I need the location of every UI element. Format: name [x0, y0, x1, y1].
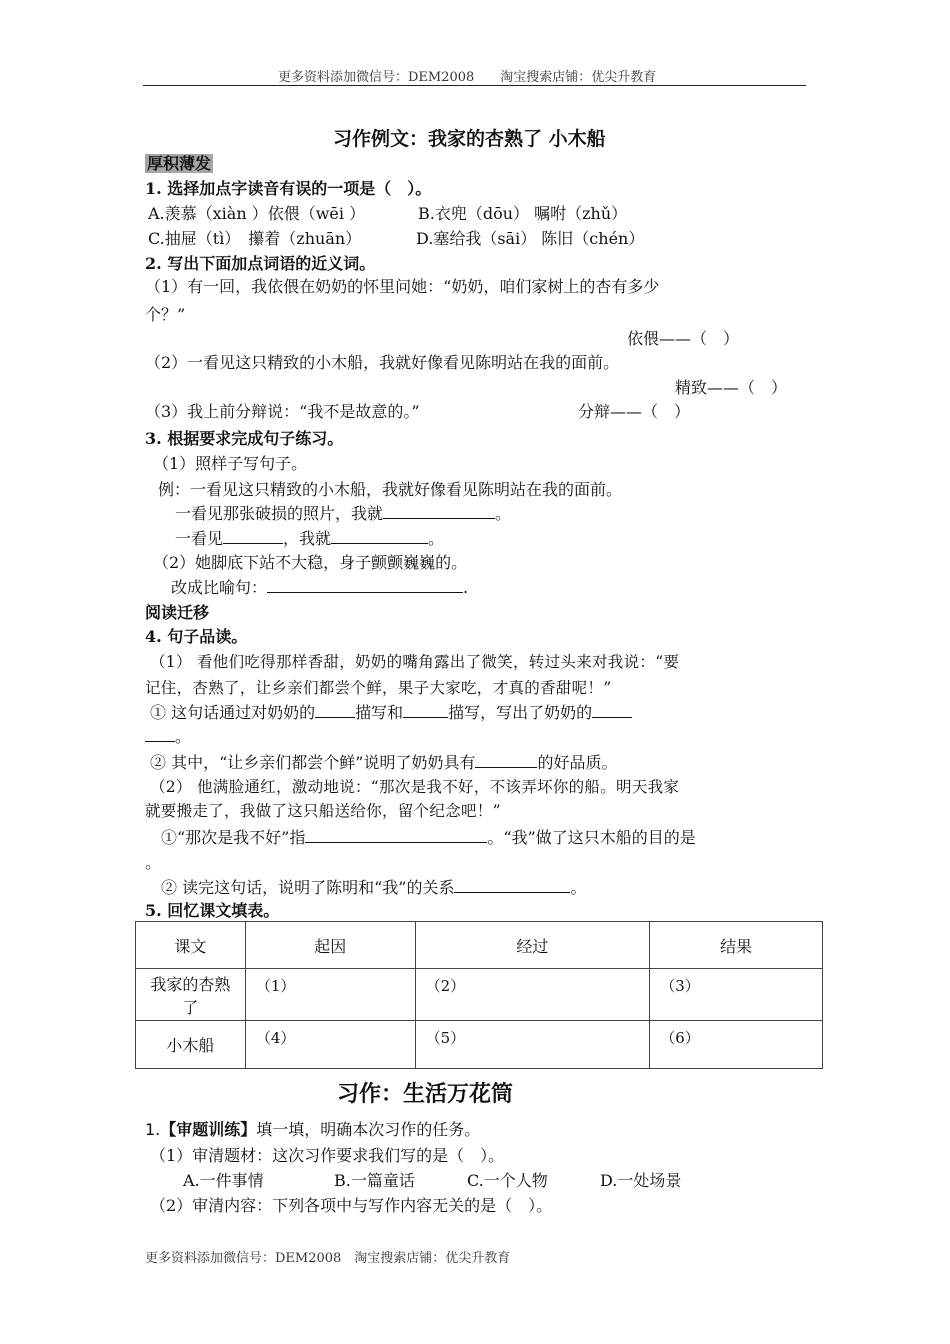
- answer-blank[interactable]: [454, 878, 570, 893]
- answer-blank[interactable]: [592, 703, 632, 718]
- question-2-sentence-1a: （1）有一回，我依偎在奶奶的怀里问她：“奶奶，咱们家树上的杏有多少: [145, 277, 660, 296]
- question-3-metaphor-line: 改成比喻句： .: [171, 578, 469, 597]
- writing-option-a: A.一件事情: [183, 1171, 264, 1190]
- question-2-sentence-2: （2）一看见这只精致的小木船，我就好像看见陈明站在我的面前。: [145, 353, 620, 372]
- writing-option-d: D.一处场景: [600, 1171, 682, 1190]
- question-3-line-2: 一看见 ，我就 。: [175, 529, 445, 548]
- section-heading-2: 阅读迁移: [145, 603, 210, 622]
- question-1-option-c: C.抽屉（tì） 攥着（zhuān）: [148, 229, 362, 248]
- writing-option-b: B.一篇童话: [334, 1171, 415, 1190]
- writing-line-2: （1）审清题材：这次习作要求我们写的是（ ）。: [150, 1146, 505, 1165]
- question-4-stem: 4. 句子品读。: [145, 627, 248, 646]
- question-1-option-a: A.羡慕（xiàn ）依偎（wēi ）: [148, 204, 366, 223]
- answer-blank[interactable]: [223, 529, 283, 544]
- table-cell-answer[interactable]: （5）: [415, 1021, 650, 1069]
- table-header-row: [136, 922, 823, 969]
- question-4-reading-1a: （1） 看他们吃得那样香甜，奶奶的嘴角露出了微笑，转过头来对我说：“要: [150, 653, 680, 671]
- question-4-reading-2a: （2） 他满脸通红，激动地说：“那次是我不好，不该弄坏你的船。明天我家: [150, 778, 680, 796]
- table-row: [136, 1021, 823, 1069]
- table-row: [136, 969, 823, 1021]
- writing-title: 习作：生活万花筒: [337, 1081, 514, 1107]
- section-heading-1: 厚积薄发: [147, 154, 212, 173]
- answer-blank[interactable]: [145, 727, 175, 742]
- question-2-stem: 2. 写出下面加点词语的近义词。: [145, 254, 376, 273]
- table-cell-answer[interactable]: （3）: [650, 969, 823, 1021]
- question-4-reading-1b: 记住，杏熟了，让乡亲们都尝个鲜，果子大家吃，才真的香甜呢！”: [145, 679, 612, 697]
- answer-blank[interactable]: [331, 529, 428, 544]
- answer-blank[interactable]: [315, 703, 355, 718]
- table-cell-answer[interactable]: （1）: [245, 969, 415, 1021]
- question-1-option-b: B.衣兜（dōu） 嘱咐（zhǔ）: [418, 204, 628, 223]
- answer-blank[interactable]: [475, 753, 537, 768]
- table-header-cell: 结果: [650, 922, 823, 969]
- question-3-stem: 3. 根据要求完成句子练习。: [145, 429, 344, 448]
- question-2-answer-1: 依偎——（ ）: [627, 329, 740, 348]
- question-4-item-1-cont: 。: [145, 724, 191, 747]
- table-cell-lesson: 我家的杏熟了: [136, 969, 246, 1021]
- writing-option-c: C.一个人物: [467, 1171, 548, 1190]
- question-3-part-2: （2）她脚底下站不大稳，身子颤颤巍巍的。: [153, 553, 468, 572]
- question-4-item-1: ① 这句话通过对奶奶的 描写和 描写，写出了奶奶的: [150, 700, 632, 723]
- table-header-cell: 课文: [136, 922, 246, 969]
- header-rule: [143, 85, 806, 86]
- question-2-sentence-1b: 个？”: [145, 305, 186, 324]
- table-cell-answer[interactable]: （4）: [245, 1021, 415, 1069]
- question-4-item-3-cont: 。: [145, 853, 162, 872]
- question-2-sentence-3: （3）我上前分辩说：“我不是故意的。”: [145, 402, 420, 421]
- question-4-item-4: ② 读完这句话，说明了陈明和“我”的关系 。: [161, 878, 587, 897]
- question-4-reading-2b: 就要搬走了，我做了这只船送给你，留个纪念吧！”: [145, 802, 501, 820]
- question-3-example: 例：一看见这只精致的小木船，我就好像看见陈明站在我的面前。: [158, 480, 623, 499]
- table-cell-lesson: 小木船: [136, 1021, 246, 1069]
- question-4-item-3: ①“那次是我不好”指 。“我”做了这只木船的目的是: [161, 828, 696, 847]
- question-1-option-d: D.塞给我（sāi） 陈旧（chén）: [416, 229, 645, 248]
- question-2-answer-3: 分辩——（ ）: [578, 402, 691, 421]
- answer-blank[interactable]: [305, 828, 487, 843]
- question-4-item-2: ② 其中，“让乡亲们都尝个鲜”说明了奶奶具有 的好品质。: [150, 753, 618, 772]
- table-header-cell: 经过: [415, 922, 650, 969]
- answer-blank[interactable]: [403, 703, 448, 718]
- question-5-stem: 5. 回忆课文填表。: [145, 901, 280, 920]
- question-3-part-1: （1）照样子写句子。: [153, 454, 308, 473]
- page-header: 更多资料添加微信号：DEM2008 淘宝搜索店铺：优尖升教育: [278, 70, 657, 85]
- writing-line-3: （2）审清内容：下列各项中与写作内容无关的是（ ）。: [150, 1196, 553, 1215]
- answer-blank[interactable]: [267, 578, 463, 593]
- review-table: [135, 921, 823, 1069]
- question-2-answer-2: 精致——（ ）: [675, 378, 788, 397]
- question-3-line-1: 一看见那张破损的照片，我就 。: [175, 504, 512, 523]
- table-header-cell: 起因: [245, 922, 415, 969]
- table-cell-answer[interactable]: （6）: [650, 1021, 823, 1069]
- writing-line-1: 1.【审题训练】填一填，明确本次习作的任务。: [145, 1120, 481, 1139]
- page-title: 习作例文：我家的杏熟了 小木船: [333, 128, 606, 150]
- question-1-stem: 1. 选择加点字读音有误的一项是（ ）。: [145, 179, 432, 198]
- table-cell-answer[interactable]: （2）: [415, 969, 650, 1021]
- page-footer: 更多资料添加微信号：DEM2008 淘宝搜索店铺：优尖升教育: [145, 1251, 511, 1266]
- answer-blank[interactable]: [383, 504, 495, 519]
